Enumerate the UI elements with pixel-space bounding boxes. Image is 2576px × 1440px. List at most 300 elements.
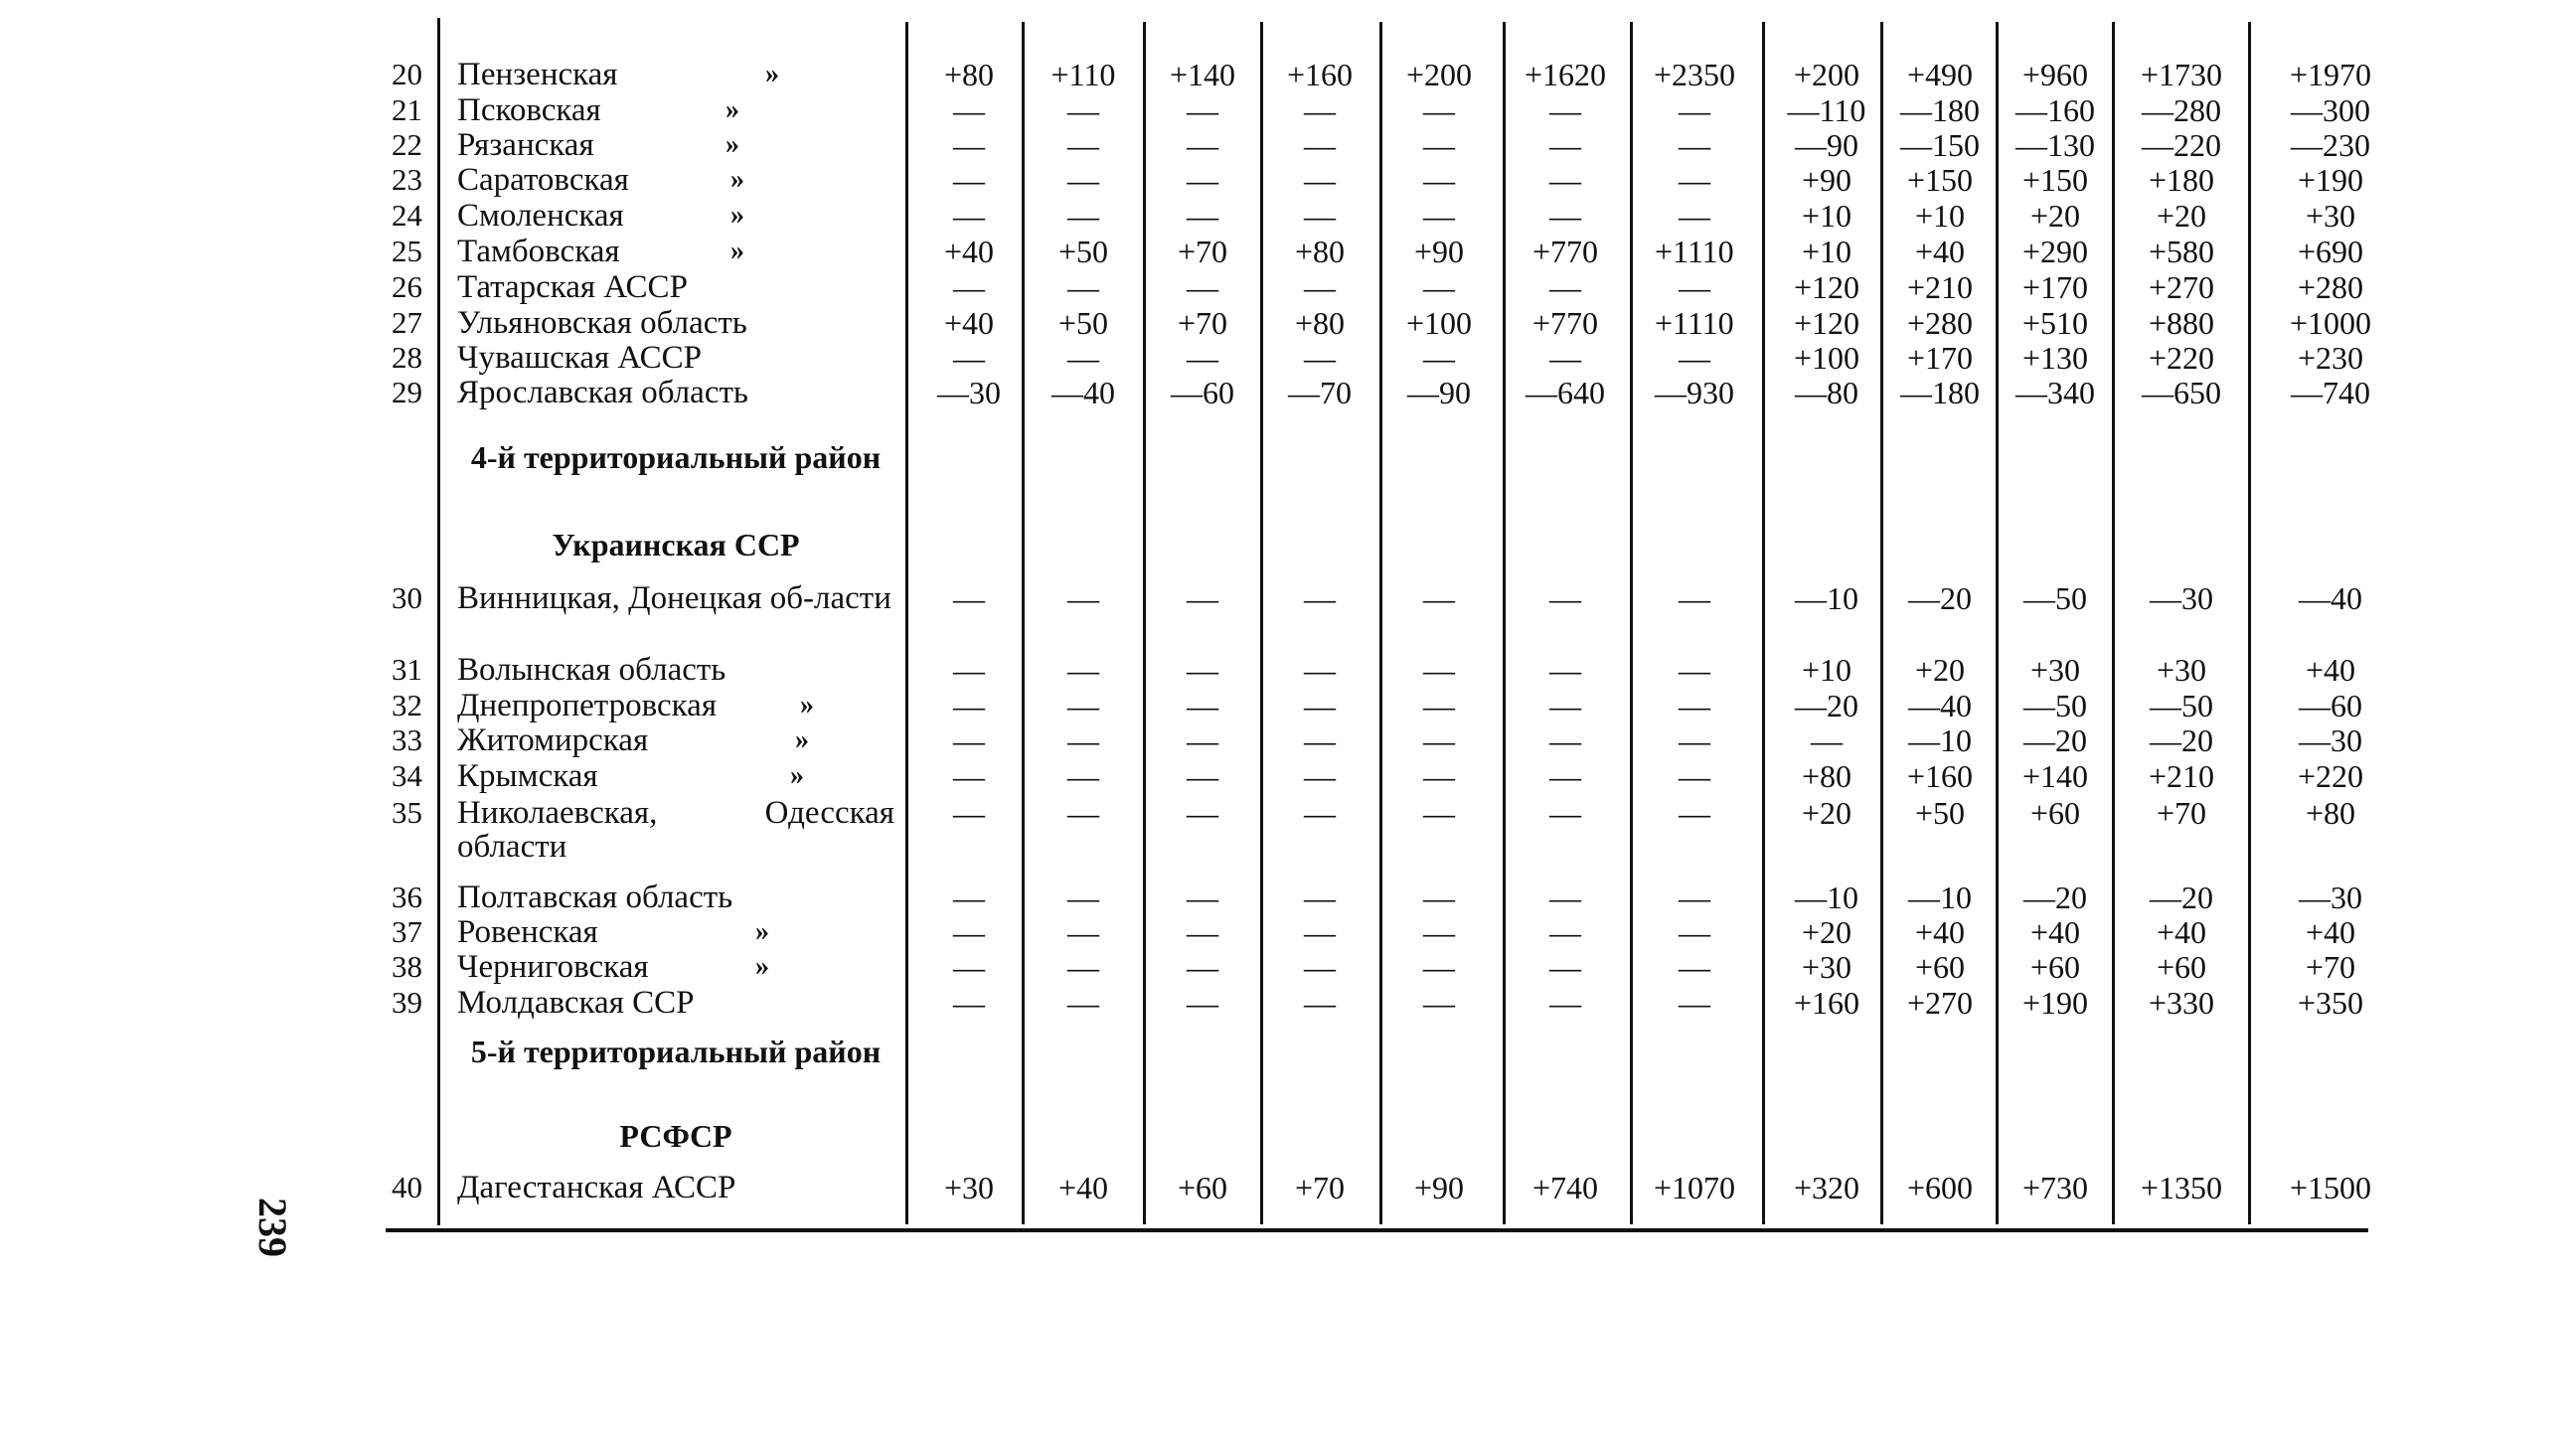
table-cell: —	[1679, 162, 1710, 198]
row-number: 35	[392, 795, 422, 830]
table-cell: —60	[2299, 688, 2362, 723]
table-cell: —	[1679, 985, 1710, 1021]
table-cell: —10	[1908, 722, 1972, 758]
table-cell: +510	[2022, 305, 2089, 341]
column-divider	[1762, 22, 1765, 1224]
table-cell: —	[1549, 914, 1581, 950]
table-cell: +280	[1907, 305, 1974, 341]
region-name: Крымская	[457, 758, 598, 794]
table-cell: —10	[1795, 880, 1858, 915]
table-cell: —	[1067, 880, 1099, 915]
row-number: 22	[392, 127, 422, 162]
table-cell: —	[953, 949, 985, 985]
table-cell: —	[1423, 758, 1455, 794]
table-cell: —	[1549, 652, 1581, 688]
table-cell: —	[1423, 688, 1455, 723]
table-cell: —	[1304, 688, 1336, 723]
table-cell: +490	[1907, 57, 1974, 92]
region-name: Винницкая, Донецкая об-ласти	[457, 580, 891, 616]
table-cell: —	[1423, 580, 1455, 616]
region-name: Чувашская АССР	[457, 340, 702, 376]
table-cell: —	[1679, 914, 1710, 950]
table-cell: +40	[1915, 914, 1966, 950]
region-name: Полтавская область	[457, 880, 733, 915]
ditto-mark: »	[755, 916, 769, 947]
table-cell: —60	[1171, 375, 1234, 410]
table-cell: +190	[2298, 162, 2364, 198]
table-cell: —	[1304, 198, 1336, 234]
table-cell: —	[1423, 985, 1455, 1021]
table-cell: +150	[2022, 162, 2089, 198]
table-cell: —90	[1407, 375, 1471, 410]
table-cell: +10	[1802, 198, 1852, 234]
row-number: 37	[392, 914, 422, 949]
table-cell: —	[1549, 949, 1581, 985]
region-name: Днепропетровская	[457, 688, 718, 723]
table-cell: —	[1679, 127, 1710, 163]
table-cell: +80	[2306, 795, 2356, 831]
table-cell: +80	[944, 57, 995, 92]
table-cell: +40	[2157, 914, 2207, 950]
ditto-mark: »	[725, 94, 739, 125]
table-cell: +140	[2022, 758, 2089, 794]
row-number: 20	[392, 57, 422, 91]
table-cell: +30	[2157, 652, 2207, 688]
column-divider	[437, 18, 440, 1225]
table-cell: —	[1304, 580, 1336, 616]
table-cell: —	[953, 722, 985, 758]
table-cell: —	[1304, 949, 1336, 985]
table-cell: +50	[1058, 234, 1109, 269]
table-cell: —	[1187, 92, 1218, 128]
table-cell: +270	[2149, 269, 2215, 305]
table-cell: —	[1067, 198, 1099, 234]
table-cell: +60	[1178, 1170, 1228, 1205]
table-cell: —70	[1288, 375, 1352, 410]
table-cell: —	[1423, 340, 1455, 376]
table-cell: +210	[1907, 269, 1974, 305]
table-cell: —	[1679, 652, 1710, 688]
table-cell: +80	[1802, 758, 1852, 794]
table-cell: —	[1679, 340, 1710, 376]
table-cell: —	[1187, 949, 1218, 985]
table-cell: —	[1067, 127, 1099, 163]
table-cell: +190	[2022, 985, 2089, 1021]
table-cell: +220	[2298, 758, 2364, 794]
table-cell: +770	[1532, 234, 1599, 269]
ditto-mark: »	[800, 690, 814, 720]
table-cell: —180	[1900, 375, 1980, 410]
ditto-mark: »	[730, 164, 744, 195]
table-cell: —110	[1787, 92, 1866, 128]
table-cell: +1970	[2290, 57, 2372, 92]
table-cell: —20	[2150, 880, 2213, 915]
table-cell: —	[1304, 269, 1336, 305]
table-cell: —	[1679, 722, 1710, 758]
table-cell: —	[1304, 985, 1336, 1021]
table-cell: —	[1423, 92, 1455, 128]
table-cell: —	[1067, 722, 1099, 758]
column-divider	[1260, 22, 1263, 1224]
table-cell: —	[1423, 880, 1455, 915]
table-cell: —	[953, 162, 985, 198]
table-cell: +20	[1802, 914, 1852, 950]
table-cell: +120	[1794, 305, 1860, 341]
table-cell: —930	[1655, 375, 1734, 410]
table-cell: —	[1187, 198, 1218, 234]
region-name: Черниговская	[457, 949, 649, 985]
table-cell: —740	[2291, 375, 2370, 410]
table-cell: +270	[1907, 985, 1974, 1021]
table-cell: +1110	[1655, 234, 1734, 269]
table-cell: —	[1304, 880, 1336, 915]
table-cell: —	[1423, 795, 1455, 831]
table-cell: +960	[2022, 57, 2089, 92]
table-cell: —	[1304, 914, 1336, 950]
table-cell: +60	[2030, 795, 2081, 831]
region-name: Пензенская	[457, 57, 618, 92]
table-cell: —	[1304, 795, 1336, 831]
table-cell: —	[1549, 162, 1581, 198]
table-cell: +730	[2022, 1170, 2089, 1205]
table-cell: +160	[1287, 57, 1354, 92]
table-cell: +40	[1058, 1170, 1109, 1205]
region-name: Молдавская ССР	[457, 985, 695, 1021]
table-cell: +200	[1794, 57, 1860, 92]
table-cell: —	[1549, 340, 1581, 376]
table-cell: —40	[1908, 688, 1972, 723]
table-cell: —	[1423, 652, 1455, 688]
region-name: Рязанская	[457, 127, 594, 163]
table-cell: —650	[2142, 375, 2221, 410]
column-divider	[1143, 22, 1146, 1224]
table-cell: +2350	[1654, 57, 1736, 92]
table-cell: —	[1187, 269, 1218, 305]
table-cell: —	[953, 198, 985, 234]
table-cell: —	[1067, 269, 1099, 305]
table-cell: +350	[2298, 985, 2364, 1021]
table-cell: —20	[2023, 880, 2087, 915]
table-cell: —20	[2150, 722, 2213, 758]
region-name: Татарская АССР	[457, 269, 688, 305]
table-cell: —30	[2299, 722, 2362, 758]
region-name: Саратовская	[457, 162, 629, 198]
table-cell: —	[1067, 688, 1099, 723]
row-number: 38	[392, 949, 422, 984]
table-cell: —	[1187, 758, 1218, 794]
table-cell: +880	[2149, 305, 2215, 341]
region-name: Дагестанская АССР	[457, 1170, 736, 1205]
row-number: 36	[392, 880, 422, 914]
table-cell: —90	[1795, 127, 1858, 163]
table-cell: +40	[2306, 652, 2356, 688]
row-number: 23	[392, 162, 422, 197]
table-cell: —	[953, 795, 985, 831]
table-cell: +100	[1406, 305, 1473, 341]
table-cell: +50	[1915, 795, 1966, 831]
table-cell: —	[1067, 758, 1099, 794]
table-cell: +110	[1050, 57, 1116, 92]
table-cell: —	[1187, 722, 1218, 758]
table-cell: —	[1187, 795, 1218, 831]
table-cell: —	[1067, 652, 1099, 688]
table-cell: +20	[2030, 198, 2081, 234]
row-number: 30	[392, 580, 422, 615]
table-cell: —	[953, 340, 985, 376]
row-number: 28	[392, 340, 422, 375]
table-cell: —	[1304, 758, 1336, 794]
table-cell: +330	[2149, 985, 2215, 1021]
section-heading-rsfsr: РСФСР	[619, 1118, 732, 1154]
table-cell: +210	[2149, 758, 2215, 794]
table-cell: —10	[1908, 880, 1972, 915]
region-name: Николаевская, Одесская области	[457, 795, 894, 865]
table-cell: +80	[1295, 305, 1346, 341]
table-cell: +600	[1907, 1170, 1974, 1205]
table-cell: —180	[1900, 92, 1980, 128]
table-cell: +1070	[1654, 1170, 1736, 1205]
table-cell: —	[1679, 269, 1710, 305]
table-cell: +90	[1802, 162, 1852, 198]
page-number: 239	[250, 1198, 295, 1257]
table-cell: —	[1679, 795, 1710, 831]
table-cell: —30	[2299, 880, 2362, 915]
region-name: Псковская	[457, 92, 601, 128]
table-cell: —40	[1051, 375, 1115, 410]
table-cell: +50	[1058, 305, 1109, 341]
table-cell: —340	[2015, 375, 2095, 410]
table-cell: —	[1423, 269, 1455, 305]
table-cell: —	[1549, 722, 1581, 758]
table-cell: +30	[2306, 198, 2356, 234]
table-cell: —	[1304, 340, 1336, 376]
table-cell: +1000	[2290, 305, 2372, 341]
section-heading-ukr: Украинская ССР	[552, 527, 800, 562]
table-cell: —	[953, 985, 985, 1021]
table-cell: —	[1679, 688, 1710, 723]
table-cell: +160	[1794, 985, 1860, 1021]
table-cell: —	[1067, 914, 1099, 950]
table-cell: +150	[1907, 162, 1974, 198]
table-cell: +70	[1295, 1170, 1346, 1205]
table-cell: +20	[1915, 652, 1966, 688]
table-cell: —	[1067, 580, 1099, 616]
table-cell: +1500	[2290, 1170, 2372, 1205]
table-cell: +30	[2030, 652, 2081, 688]
table-cell: +40	[2306, 914, 2356, 950]
table-cell: —80	[1795, 375, 1858, 410]
table-cell: +10	[1802, 234, 1852, 269]
table-cell: +30	[944, 1170, 995, 1205]
table-cell: —	[953, 269, 985, 305]
table-cell: +170	[2022, 269, 2089, 305]
table-cell: —	[1067, 795, 1099, 831]
table-cell: —	[1679, 949, 1710, 985]
table-cell: +60	[1915, 949, 1966, 985]
region-name: Тамбовская	[457, 234, 620, 269]
table-cell: +20	[1802, 795, 1852, 831]
table-cell: +70	[2157, 795, 2207, 831]
row-number: 25	[392, 234, 422, 268]
ditto-mark: »	[765, 59, 779, 89]
table-cell: —	[1549, 198, 1581, 234]
ditto-mark: »	[755, 951, 769, 982]
table-cell: +40	[944, 234, 995, 269]
table-cell: +40	[944, 305, 995, 341]
table-cell: —	[953, 127, 985, 163]
table-cell: +690	[2298, 234, 2364, 269]
table-cell: —	[1187, 580, 1218, 616]
table-cell: +120	[1794, 269, 1860, 305]
table-cell: —	[1549, 795, 1581, 831]
table-cell: —	[953, 652, 985, 688]
table-cell: —	[1187, 340, 1218, 376]
region-name: Смоленская	[457, 198, 624, 234]
row-number: 39	[392, 985, 422, 1020]
table-cell: +70	[2306, 949, 2356, 985]
column-divider	[2112, 22, 2115, 1224]
table-cell: +740	[1532, 1170, 1599, 1205]
table-cell: —	[1423, 198, 1455, 234]
table-cell: +130	[2022, 340, 2089, 376]
table-cell: —40	[2299, 580, 2362, 616]
ditto-mark: »	[730, 200, 744, 231]
table-cell: —	[1304, 652, 1336, 688]
table-cell: —20	[1795, 688, 1858, 723]
table-cell: —220	[2142, 127, 2221, 163]
table-cell: —50	[2023, 580, 2087, 616]
ditto-mark: »	[790, 760, 804, 791]
table-cell: —	[1304, 722, 1336, 758]
ditto-mark: »	[730, 236, 744, 266]
table-cell: +80	[1295, 234, 1346, 269]
table-cell: —	[1549, 688, 1581, 723]
row-number: 31	[392, 652, 422, 687]
table-cell: +100	[1794, 340, 1860, 376]
table-cell: +180	[2149, 162, 2215, 198]
column-divider	[2248, 22, 2251, 1224]
table-cell: +280	[2298, 269, 2364, 305]
table-cell: —	[1549, 269, 1581, 305]
table-cell: +1620	[1525, 57, 1607, 92]
table-cell: —160	[2015, 92, 2095, 128]
row-number: 34	[392, 758, 422, 793]
table-cell: —	[1549, 127, 1581, 163]
table-cell: —	[1187, 652, 1218, 688]
table-cell: —	[1304, 92, 1336, 128]
table-cell: —	[953, 758, 985, 794]
column-divider	[1379, 22, 1382, 1224]
table-cell: +30	[1802, 949, 1852, 985]
table-cell: +60	[2157, 949, 2207, 985]
table-cell: —	[1549, 880, 1581, 915]
row-number: 40	[392, 1170, 422, 1204]
table-cell: —	[1423, 162, 1455, 198]
section-heading-district5: 5-й территориальный район	[470, 1034, 882, 1069]
table-cell: +40	[2030, 914, 2081, 950]
table-cell: —	[1187, 127, 1218, 163]
table-cell: —	[1304, 127, 1336, 163]
region-name: Житомирская	[457, 722, 649, 758]
table-cell: —	[1679, 92, 1710, 128]
region-name: Ярославская область	[457, 375, 748, 410]
table-cell: —	[953, 880, 985, 915]
table-cell: +60	[2030, 949, 2081, 985]
table-cell: +230	[2298, 340, 2364, 376]
column-divider	[1022, 22, 1025, 1224]
table-cell: +1110	[1655, 305, 1734, 341]
table-cell: —10	[1795, 580, 1858, 616]
column-divider	[1996, 22, 1999, 1224]
table-cell: +70	[1178, 234, 1228, 269]
table-cell: —	[1679, 580, 1710, 616]
table-cell: —	[1423, 722, 1455, 758]
table-cell: —230	[2291, 127, 2370, 163]
column-divider	[1503, 22, 1506, 1224]
table-cell: —	[953, 914, 985, 950]
table-cell: +70	[1178, 305, 1228, 341]
region-name: Волынская область	[457, 652, 726, 688]
table-cell: —	[1187, 688, 1218, 723]
row-number: 27	[392, 305, 422, 340]
row-number: 26	[392, 269, 422, 304]
table-cell: —	[1423, 127, 1455, 163]
table-cell: —20	[2023, 722, 2087, 758]
table-cell: +200	[1406, 57, 1473, 92]
table-cell: —	[1679, 198, 1710, 234]
table-cell: +10	[1915, 198, 1966, 234]
table-cell: +1730	[2141, 57, 2223, 92]
table-cell: —150	[1900, 127, 1980, 163]
table-cell: —	[1067, 340, 1099, 376]
row-number: 32	[392, 688, 422, 722]
table-cell: —	[1549, 92, 1581, 128]
ditto-mark: »	[795, 724, 809, 755]
table-cell: —	[1679, 880, 1710, 915]
table-cell: +320	[1794, 1170, 1860, 1205]
table-cell: —	[1067, 949, 1099, 985]
table-cell: +580	[2149, 234, 2215, 269]
region-name: Ульяновская область	[457, 305, 747, 341]
table-cell: —	[1304, 162, 1336, 198]
table-cell: —	[1067, 985, 1099, 1021]
table-bottom-rule	[386, 1228, 2368, 1232]
table-cell: +90	[1414, 1170, 1465, 1205]
region-name: Ровенская	[457, 914, 598, 950]
table-cell: —	[1187, 880, 1218, 915]
column-divider	[905, 22, 908, 1224]
table-cell: +40	[1915, 234, 1966, 269]
table-cell: —	[1549, 580, 1581, 616]
table-cell: —300	[2291, 92, 2370, 128]
table-cell: —30	[937, 375, 1001, 410]
table-cell: +220	[2149, 340, 2215, 376]
table-cell: —50	[2150, 688, 2213, 723]
table-cell: —	[1067, 92, 1099, 128]
table-cell: —30	[2150, 580, 2213, 616]
table-cell: —	[1187, 914, 1218, 950]
table-cell: —	[1679, 758, 1710, 794]
row-number: 29	[392, 375, 422, 409]
table-cell: +290	[2022, 234, 2089, 269]
table-cell: +140	[1170, 57, 1236, 92]
table-cell: —	[1549, 985, 1581, 1021]
table-cell: —640	[1526, 375, 1605, 410]
table-cell: +90	[1414, 234, 1465, 269]
table-cell: +1350	[2141, 1170, 2223, 1205]
table-cell: —	[1423, 914, 1455, 950]
row-number: 21	[392, 92, 422, 127]
